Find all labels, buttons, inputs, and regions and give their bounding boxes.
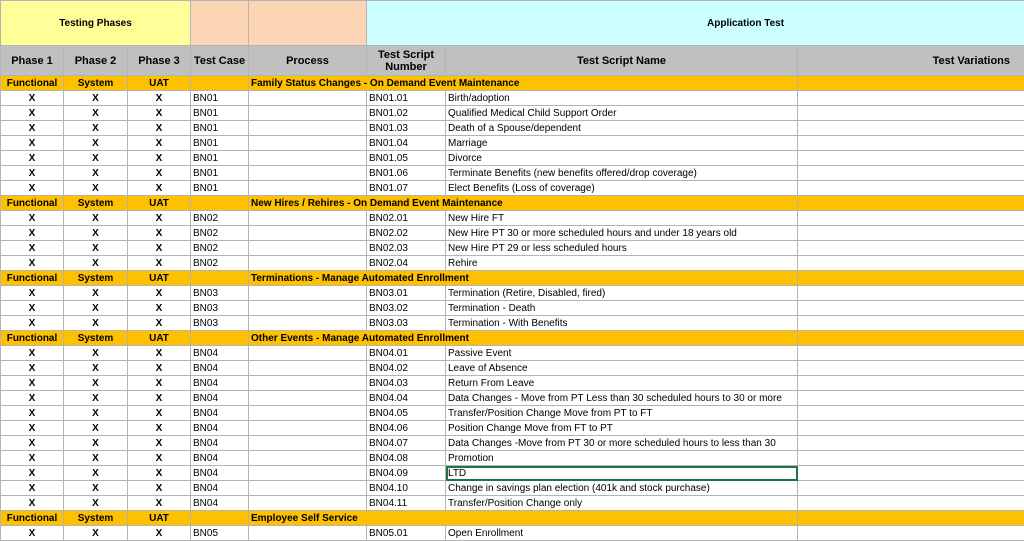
- test-script-name-cell[interactable]: Transfer/Position Change only: [446, 496, 798, 511]
- phase-mark-cell[interactable]: X: [1, 451, 64, 466]
- phase-mark-cell[interactable]: X: [1, 181, 64, 196]
- phase-mark-cell[interactable]: X: [128, 106, 191, 121]
- test-script-number-cell[interactable]: BN04.05: [367, 406, 446, 421]
- test-script-name-cell[interactable]: Termination - Death: [446, 301, 798, 316]
- phase-mark-cell[interactable]: X: [64, 376, 128, 391]
- test-case-cell[interactable]: BN04: [191, 391, 249, 406]
- process-cell[interactable]: [249, 316, 367, 331]
- phase-label-cell[interactable]: Functional: [1, 196, 64, 211]
- process-cell[interactable]: [249, 466, 367, 481]
- phase-mark-cell[interactable]: X: [64, 361, 128, 376]
- table-row: [1, 526, 1024, 541]
- test-case-cell[interactable]: BN01: [191, 91, 249, 106]
- process-cell[interactable]: [249, 181, 367, 196]
- blank-cell[interactable]: [191, 76, 249, 91]
- blank-cell[interactable]: [191, 196, 249, 211]
- phase-mark-cell[interactable]: X: [128, 436, 191, 451]
- phase-mark-cell[interactable]: X: [128, 346, 191, 361]
- test-script-name-cell[interactable]: Terminate Benefits (new benefits offered/drop coverage): [446, 166, 798, 181]
- phase-mark-cell[interactable]: X: [128, 226, 191, 241]
- phase-mark-cell[interactable]: X: [1, 106, 64, 121]
- process-cell[interactable]: [249, 451, 367, 466]
- test-script-name-cell[interactable]: New Hire FT: [446, 211, 798, 226]
- test-script-name-cell[interactable]: Rehire: [446, 256, 798, 271]
- test-script-number-cell[interactable]: BN04.08: [367, 451, 446, 466]
- table-row: [1, 496, 1024, 511]
- phase-mark-cell[interactable]: X: [64, 436, 128, 451]
- phase-mark-cell[interactable]: X: [1, 496, 64, 511]
- test-script-name-cell[interactable]: Position Change Move from FT to PT: [446, 421, 798, 436]
- test-case-cell[interactable]: BN03: [191, 316, 249, 331]
- table-row: [1, 286, 1024, 301]
- section-title[interactable]: New Hires / Rehires - On Demand Event Maintenance: [249, 196, 798, 211]
- phase-mark-cell[interactable]: X: [64, 301, 128, 316]
- phase-mark-cell[interactable]: X: [64, 241, 128, 256]
- test-script-number-cell[interactable]: BN01.04: [367, 136, 446, 151]
- table-row: [1, 91, 1024, 106]
- phase-1-header[interactable]: Phase 1: [1, 46, 64, 76]
- phase-mark-cell[interactable]: X: [128, 301, 191, 316]
- test-case-cell[interactable]: BN04: [191, 406, 249, 421]
- phase-mark-cell[interactable]: X: [1, 391, 64, 406]
- phase-mark-cell[interactable]: X: [128, 526, 191, 541]
- phase-mark-cell[interactable]: X: [128, 91, 191, 106]
- test-variations-cell[interactable]: [798, 466, 1024, 481]
- test-case-header[interactable]: Test Case: [191, 46, 249, 76]
- test-variations-cell[interactable]: [798, 301, 1024, 316]
- test-case-cell[interactable]: BN01: [191, 136, 249, 151]
- blank-cell[interactable]: [798, 271, 1024, 286]
- test-script-name-cell[interactable]: Data Changes - Move from PT Less than 30 scheduled hours to 30 or more: [446, 391, 798, 406]
- table-row: [1, 481, 1024, 496]
- test-script-name-cell[interactable]: Passive Event: [446, 346, 798, 361]
- test-variations-cell[interactable]: [798, 136, 1024, 151]
- phase-mark-cell[interactable]: X: [1, 466, 64, 481]
- test-case-cell[interactable]: BN01: [191, 166, 249, 181]
- test-variations-cell[interactable]: [798, 496, 1024, 511]
- process-cell[interactable]: [249, 211, 367, 226]
- test-script-name-cell[interactable]: Birth/adoption: [446, 91, 798, 106]
- phase-3-header[interactable]: Phase 3: [128, 46, 191, 76]
- table-row: [1, 436, 1024, 451]
- phase-mark-cell[interactable]: X: [128, 166, 191, 181]
- blank-cell[interactable]: [798, 511, 1024, 526]
- test-script-number-cell[interactable]: BN03.01: [367, 286, 446, 301]
- test-case-cell[interactable]: BN03: [191, 301, 249, 316]
- test-script-number-cell[interactable]: BN01.07: [367, 181, 446, 196]
- phase-mark-cell[interactable]: X: [64, 151, 128, 166]
- test-script-name-cell[interactable]: Leave of Absence: [446, 361, 798, 376]
- process-cell[interactable]: [249, 526, 367, 541]
- test-variations-cell[interactable]: [798, 211, 1024, 226]
- phase-mark-cell[interactable]: X: [1, 241, 64, 256]
- test-script-name-cell[interactable]: New Hire PT 30 or more scheduled hours and under 18 years old: [446, 226, 798, 241]
- section-title[interactable]: Terminations - Manage Automated Enrollment: [249, 271, 798, 286]
- section-title[interactable]: Family Status Changes - On Demand Event Maintenance: [249, 76, 798, 91]
- phase-mark-cell[interactable]: X: [1, 481, 64, 496]
- phase-mark-cell[interactable]: X: [64, 211, 128, 226]
- phase-mark-cell[interactable]: X: [64, 406, 128, 421]
- test-script-number-cell[interactable]: BN02.04: [367, 256, 446, 271]
- phase-mark-cell[interactable]: X: [128, 391, 191, 406]
- phase-mark-cell[interactable]: X: [128, 151, 191, 166]
- phase-label-cell[interactable]: UAT: [128, 196, 191, 211]
- process-cell[interactable]: [249, 346, 367, 361]
- test-script-name-cell[interactable]: Marriage: [446, 136, 798, 151]
- phase-label-cell[interactable]: System: [64, 76, 128, 91]
- test-script-name-cell[interactable]: Elect Benefits (Loss of coverage): [446, 181, 798, 196]
- test-case-cell[interactable]: BN04: [191, 346, 249, 361]
- phase-label-cell[interactable]: System: [64, 196, 128, 211]
- test-script-number-cell[interactable]: BN04.06: [367, 421, 446, 436]
- phase-mark-cell[interactable]: X: [64, 106, 128, 121]
- test-variations-cell[interactable]: [798, 451, 1024, 466]
- test-variations-cell[interactable]: [798, 106, 1024, 121]
- process-cell[interactable]: [249, 301, 367, 316]
- test-script-name-cell[interactable]: Change in savings plan election (401k and stock purchase): [446, 481, 798, 496]
- phase-mark-cell[interactable]: X: [64, 286, 128, 301]
- process-cell[interactable]: [249, 121, 367, 136]
- test-script-number-cell[interactable]: BN01.06: [367, 166, 446, 181]
- phase-mark-cell[interactable]: X: [64, 496, 128, 511]
- table-row: [1, 166, 1024, 181]
- phase-mark-cell[interactable]: X: [1, 136, 64, 151]
- test-script-number-cell[interactable]: BN05.01: [367, 526, 446, 541]
- test-case-cell[interactable]: BN01: [191, 106, 249, 121]
- test-variations-cell[interactable]: [798, 436, 1024, 451]
- blank-cell[interactable]: [191, 511, 249, 526]
- test-variations-cell[interactable]: [798, 481, 1024, 496]
- phase-label-cell[interactable]: Functional: [1, 76, 64, 91]
- phase-label-cell[interactable]: UAT: [128, 76, 191, 91]
- table-row: [1, 136, 1024, 151]
- process-cell[interactable]: [249, 481, 367, 496]
- test-variations-cell[interactable]: [798, 376, 1024, 391]
- test-variations-cell[interactable]: [798, 91, 1024, 106]
- test-case-cell[interactable]: BN04: [191, 451, 249, 466]
- phase-mark-cell[interactable]: X: [128, 316, 191, 331]
- table-row: [1, 421, 1024, 436]
- application-test-header[interactable]: Application Test: [367, 1, 1024, 46]
- process-cell[interactable]: [249, 496, 367, 511]
- phase-mark-cell[interactable]: X: [128, 451, 191, 466]
- process-cell[interactable]: [249, 136, 367, 151]
- process-cell[interactable]: [249, 106, 367, 121]
- test-script-name-cell[interactable]: Open Enrollment: [446, 526, 798, 541]
- test-script-number-cell[interactable]: BN02.01: [367, 211, 446, 226]
- test-variations-cell[interactable]: [798, 166, 1024, 181]
- phase-mark-cell[interactable]: X: [1, 316, 64, 331]
- test-script-number-cell[interactable]: BN01.03: [367, 121, 446, 136]
- process-cell[interactable]: [249, 361, 367, 376]
- phase-label-cell[interactable]: UAT: [128, 271, 191, 286]
- test-script-name-cell[interactable]: New Hire PT 29 or less scheduled hours: [446, 241, 798, 256]
- phase-mark-cell[interactable]: X: [64, 121, 128, 136]
- phase-label-cell[interactable]: UAT: [128, 511, 191, 526]
- test-variations-cell[interactable]: [798, 286, 1024, 301]
- blank-header-cell[interactable]: [191, 1, 249, 46]
- table-row: [1, 241, 1024, 256]
- test-variations-cell[interactable]: [798, 421, 1024, 436]
- test-script-name-cell[interactable]: Promotion: [446, 451, 798, 466]
- phase-mark-cell[interactable]: X: [1, 421, 64, 436]
- test-script-number-cell[interactable]: BN04.02: [367, 361, 446, 376]
- test-variations-cell[interactable]: [798, 391, 1024, 406]
- test-variations-cell[interactable]: [798, 346, 1024, 361]
- process-cell[interactable]: [249, 286, 367, 301]
- test-script-number-cell[interactable]: BN03.03: [367, 316, 446, 331]
- process-cell[interactable]: [249, 226, 367, 241]
- phase-mark-cell[interactable]: X: [64, 391, 128, 406]
- phase-label-cell[interactable]: Functional: [1, 271, 64, 286]
- process-header[interactable]: Process: [249, 46, 367, 76]
- phase-mark-cell[interactable]: X: [64, 481, 128, 496]
- table-row: [1, 346, 1024, 361]
- table-row: [1, 406, 1024, 421]
- test-script-name-cell[interactable]: Transfer/Position Change Move from PT to FT: [446, 406, 798, 421]
- phase-mark-cell[interactable]: X: [64, 346, 128, 361]
- phase-label-cell[interactable]: System: [64, 271, 128, 286]
- phase-mark-cell[interactable]: X: [1, 376, 64, 391]
- phase-mark-cell[interactable]: X: [1, 406, 64, 421]
- phase-mark-cell[interactable]: X: [1, 256, 64, 271]
- phase-mark-cell[interactable]: X: [128, 286, 191, 301]
- section-header-row: [1, 196, 1024, 211]
- table-row: [1, 361, 1024, 376]
- phase-label-cell[interactable]: Functional: [1, 331, 64, 346]
- phase-mark-cell[interactable]: X: [64, 226, 128, 241]
- test-case-cell[interactable]: BN02: [191, 226, 249, 241]
- table-row: [1, 451, 1024, 466]
- phase-mark-cell[interactable]: X: [64, 466, 128, 481]
- test-case-cell[interactable]: BN01: [191, 181, 249, 196]
- table-row: [1, 181, 1024, 196]
- phase-mark-cell[interactable]: X: [1, 211, 64, 226]
- test-script-name-cell[interactable]: Divorce: [446, 151, 798, 166]
- phase-mark-cell[interactable]: X: [64, 526, 128, 541]
- phase-mark-cell[interactable]: X: [64, 91, 128, 106]
- phase-mark-cell[interactable]: X: [1, 226, 64, 241]
- phase-mark-cell[interactable]: X: [128, 256, 191, 271]
- phase-label-cell[interactable]: Functional: [1, 511, 64, 526]
- test-script-number-cell[interactable]: BN04.04: [367, 391, 446, 406]
- phase-mark-cell[interactable]: X: [128, 406, 191, 421]
- phase-mark-cell[interactable]: X: [64, 421, 128, 436]
- phase-mark-cell[interactable]: X: [1, 151, 64, 166]
- test-script-number-cell[interactable]: BN01.05: [367, 151, 446, 166]
- table-row: [1, 226, 1024, 241]
- test-case-cell[interactable]: BN02: [191, 211, 249, 226]
- test-script-number-cell[interactable]: BN04.03: [367, 376, 446, 391]
- blank-cell[interactable]: [191, 271, 249, 286]
- table-row: [1, 466, 1024, 481]
- test-script-number-header[interactable]: Test Script Number: [367, 46, 446, 76]
- test-script-name-cell[interactable]: Termination (Retire, Disabled, fired): [446, 286, 798, 301]
- test-variations-header[interactable]: Test Variations: [798, 46, 1024, 76]
- process-cell[interactable]: [249, 391, 367, 406]
- test-script-number-cell[interactable]: BN01.01: [367, 91, 446, 106]
- phase-mark-cell[interactable]: X: [128, 181, 191, 196]
- phase-mark-cell[interactable]: X: [128, 481, 191, 496]
- process-cell[interactable]: [249, 91, 367, 106]
- process-cell[interactable]: [249, 376, 367, 391]
- test-variations-cell[interactable]: [798, 181, 1024, 196]
- blank-cell[interactable]: [798, 331, 1024, 346]
- test-variations-cell[interactable]: [798, 526, 1024, 541]
- test-case-cell[interactable]: BN04: [191, 376, 249, 391]
- test-variations-cell[interactable]: [798, 406, 1024, 421]
- phase-mark-cell[interactable]: X: [64, 136, 128, 151]
- table-row: [1, 391, 1024, 406]
- phase-mark-cell[interactable]: X: [64, 166, 128, 181]
- phase-mark-cell[interactable]: X: [64, 256, 128, 271]
- phase-mark-cell[interactable]: X: [1, 346, 64, 361]
- test-script-name-cell[interactable]: LTD: [446, 466, 798, 481]
- phase-mark-cell[interactable]: X: [128, 121, 191, 136]
- phase-mark-cell[interactable]: X: [128, 211, 191, 226]
- test-case-cell[interactable]: BN04: [191, 436, 249, 451]
- phase-mark-cell[interactable]: X: [1, 526, 64, 541]
- phase-2-header[interactable]: Phase 2: [64, 46, 128, 76]
- test-case-cell[interactable]: BN02: [191, 256, 249, 271]
- test-case-cell[interactable]: BN04: [191, 361, 249, 376]
- phase-mark-cell[interactable]: X: [128, 361, 191, 376]
- test-script-name-cell[interactable]: Death of a Spouse/dependent: [446, 121, 798, 136]
- table-row: [1, 301, 1024, 316]
- process-cell[interactable]: [249, 241, 367, 256]
- test-case-cell[interactable]: BN01: [191, 151, 249, 166]
- test-script-number-cell[interactable]: BN04.01: [367, 346, 446, 361]
- test-variations-cell[interactable]: [798, 316, 1024, 331]
- test-case-cell[interactable]: BN03: [191, 286, 249, 301]
- section-title[interactable]: Employee Self Service: [249, 511, 798, 526]
- phase-mark-cell[interactable]: X: [128, 421, 191, 436]
- test-script-name-cell[interactable]: Termination - With Benefits: [446, 316, 798, 331]
- process-cell[interactable]: [249, 406, 367, 421]
- test-case-cell[interactable]: BN02: [191, 241, 249, 256]
- process-cell[interactable]: [249, 166, 367, 181]
- process-cell[interactable]: [249, 421, 367, 436]
- blank-cell[interactable]: [191, 331, 249, 346]
- phase-mark-cell[interactable]: X: [1, 286, 64, 301]
- section-header-row: [1, 271, 1024, 286]
- process-cell[interactable]: [249, 256, 367, 271]
- test-variations-cell[interactable]: [798, 361, 1024, 376]
- table-row: [1, 151, 1024, 166]
- test-variations-cell[interactable]: [798, 256, 1024, 271]
- test-script-name-cell[interactable]: Qualified Medical Child Support Order: [446, 106, 798, 121]
- process-cell[interactable]: [249, 436, 367, 451]
- section-header-row: [1, 76, 1024, 91]
- phase-label-cell[interactable]: UAT: [128, 331, 191, 346]
- test-script-number-cell[interactable]: BN01.02: [367, 106, 446, 121]
- table-row: [1, 211, 1024, 226]
- test-variations-cell[interactable]: [798, 226, 1024, 241]
- phase-mark-cell[interactable]: X: [64, 451, 128, 466]
- section-header-row: [1, 331, 1024, 346]
- table-row: [1, 256, 1024, 271]
- table-row: [1, 376, 1024, 391]
- test-script-number-cell[interactable]: BN02.02: [367, 226, 446, 241]
- phase-mark-cell[interactable]: X: [1, 361, 64, 376]
- phase-mark-cell[interactable]: X: [1, 91, 64, 106]
- blank-header-cell[interactable]: [249, 1, 367, 46]
- test-case-cell[interactable]: BN04: [191, 481, 249, 496]
- test-variations-cell[interactable]: [798, 121, 1024, 136]
- phase-mark-cell[interactable]: X: [64, 316, 128, 331]
- phase-mark-cell[interactable]: X: [1, 436, 64, 451]
- test-variations-cell[interactable]: [798, 241, 1024, 256]
- phase-mark-cell[interactable]: X: [128, 136, 191, 151]
- test-script-number-cell[interactable]: BN04.09: [367, 466, 446, 481]
- blank-cell[interactable]: [798, 76, 1024, 91]
- test-case-cell[interactable]: BN01: [191, 121, 249, 136]
- test-case-cell[interactable]: BN05: [191, 526, 249, 541]
- test-variations-cell[interactable]: [798, 151, 1024, 166]
- test-script-number-cell[interactable]: BN04.11: [367, 496, 446, 511]
- section-header-row: [1, 511, 1024, 526]
- test-script-number-cell[interactable]: BN03.02: [367, 301, 446, 316]
- table-row: [1, 316, 1024, 331]
- phase-mark-cell[interactable]: X: [1, 166, 64, 181]
- phase-mark-cell[interactable]: X: [1, 301, 64, 316]
- phase-label-cell[interactable]: System: [64, 511, 128, 526]
- test-case-cell[interactable]: BN04: [191, 421, 249, 436]
- testing-phases-header[interactable]: Testing Phases: [1, 1, 191, 46]
- test-script-name-cell[interactable]: Data Changes -Move from PT 30 or more scheduled hours to less than 30: [446, 436, 798, 451]
- phase-mark-cell[interactable]: X: [128, 376, 191, 391]
- test-case-cell[interactable]: BN04: [191, 496, 249, 511]
- test-script-name-cell[interactable]: Return From Leave: [446, 376, 798, 391]
- phase-mark-cell[interactable]: X: [128, 466, 191, 481]
- phase-mark-cell[interactable]: X: [64, 181, 128, 196]
- table-row: [1, 106, 1024, 121]
- test-case-cell[interactable]: BN04: [191, 466, 249, 481]
- test-script-number-cell[interactable]: BN02.03: [367, 241, 446, 256]
- table-row: [1, 121, 1024, 136]
- phase-mark-cell[interactable]: X: [128, 241, 191, 256]
- blank-cell[interactable]: [798, 196, 1024, 211]
- section-title[interactable]: Other Events - Manage Automated Enrollment: [249, 331, 798, 346]
- test-script-number-cell[interactable]: BN04.10: [367, 481, 446, 496]
- test-script-number-cell[interactable]: BN04.07: [367, 436, 446, 451]
- process-cell[interactable]: [249, 151, 367, 166]
- test-script-name-header[interactable]: Test Script Name: [446, 46, 798, 76]
- phase-mark-cell[interactable]: X: [128, 496, 191, 511]
- phase-label-cell[interactable]: System: [64, 331, 128, 346]
- phase-mark-cell[interactable]: X: [1, 121, 64, 136]
